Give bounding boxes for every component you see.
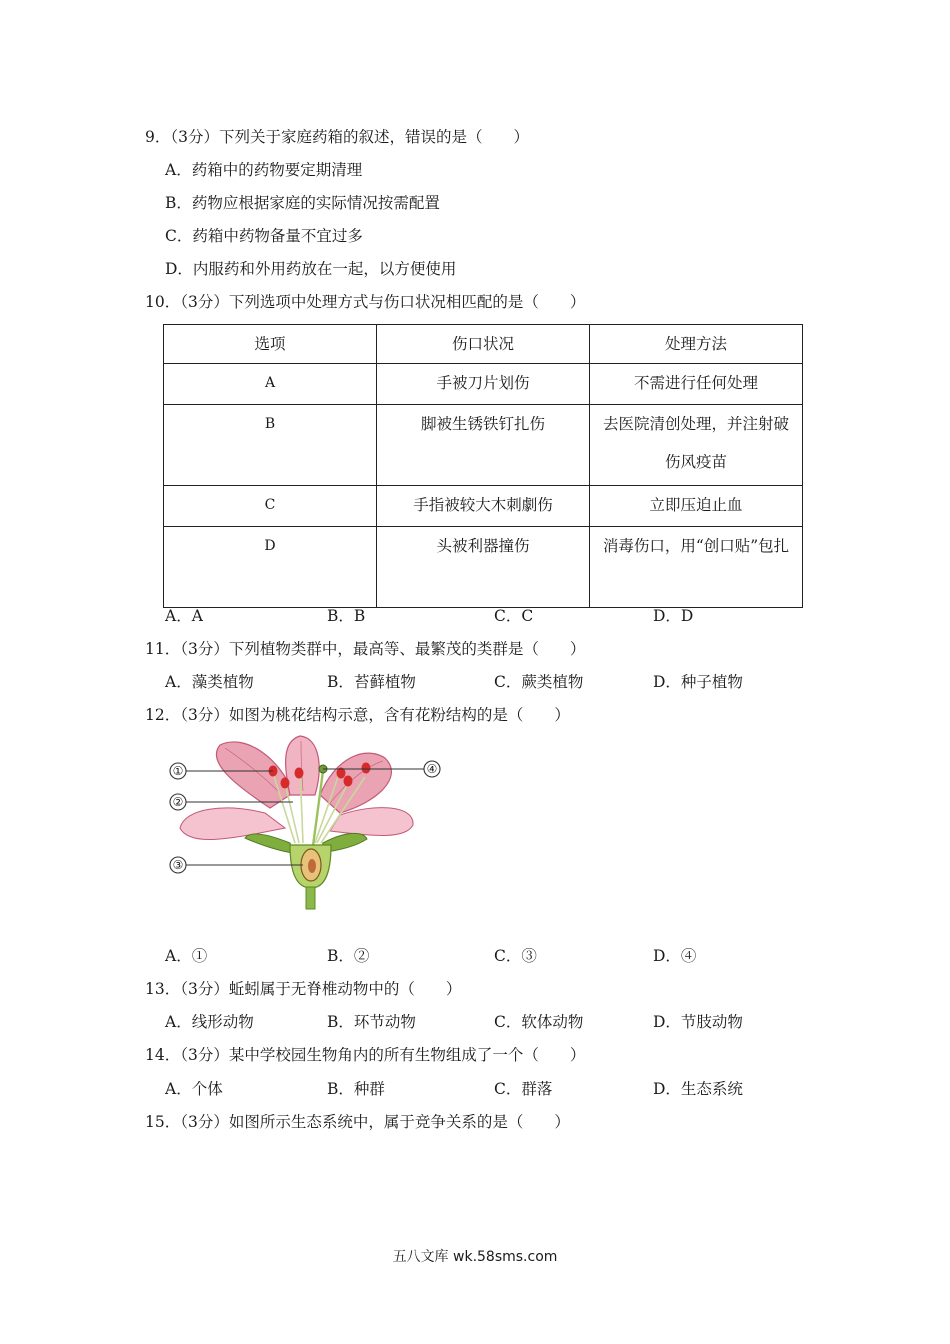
q11-option-d: D．种子植物 <box>653 673 743 691</box>
q11-option-b: B．苔藓植物 <box>327 673 416 691</box>
figure-label-2: ② <box>172 795 184 809</box>
table-header-cell: 选项 <box>164 325 377 364</box>
q14-option-b: B．种群 <box>327 1080 385 1098</box>
table-cell: 手被刀片划伤 <box>377 364 590 405</box>
table-header-cell: 处理方法 <box>590 325 803 364</box>
q13-option-b: B．环节动物 <box>327 1013 416 1031</box>
q10-option-a: A．A <box>165 607 203 625</box>
wound-table <box>163 324 803 608</box>
q9-option-d: D．内服药和外用药放在一起，以方便使用 <box>165 260 457 278</box>
q14-option-c: C．群落 <box>494 1080 553 1098</box>
page-footer: 五八文库 wk.58sms.com <box>392 1249 558 1265</box>
peach-flower-diagram <box>165 733 445 913</box>
table-cell: A <box>164 364 377 405</box>
table-cell: B <box>164 405 377 486</box>
q12-option-b: B．② <box>327 947 370 965</box>
q10-option-c: C．C <box>494 607 534 625</box>
q11-option-a: A．藻类植物 <box>165 673 254 691</box>
table-cell: 消毒伤口，用“创口贴”包扎 <box>590 527 803 608</box>
q10-stem: 10．（3分）下列选项中处理方式与伤口状况相匹配的是（ ） <box>145 293 586 311</box>
q10-option-d: D．D <box>653 607 694 625</box>
table-row <box>164 527 803 608</box>
table-cell: D <box>164 527 377 608</box>
table-cell: C <box>164 486 377 527</box>
table-row <box>164 486 803 527</box>
q13-option-a: A．线形动物 <box>165 1013 254 1031</box>
q9-option-c: C．药箱中药物备量不宜过多 <box>165 227 363 245</box>
q9-option-a: A．药箱中的药物要定期清理 <box>165 161 363 179</box>
q14-option-a: A．个体 <box>165 1080 223 1098</box>
figure-label-4: ④ <box>426 762 438 776</box>
q13-stem: 13．（3分）蚯蚓属于无脊椎动物中的（ ） <box>145 980 462 998</box>
q13-option-c: C．软体动物 <box>494 1013 584 1031</box>
table-header-row <box>164 325 803 364</box>
q9-option-b: B．药物应根据家庭的实际情况按需配置 <box>165 194 440 212</box>
table-cell: 手指被较大木刺劇伤 <box>377 486 590 527</box>
q12-option-a: A．① <box>165 947 208 965</box>
table-cell: 立即压迫止血 <box>590 486 803 527</box>
q12-option-c: C．③ <box>494 947 537 965</box>
q9-stem: 9．（3分）下列关于家庭药箱的叙述，错误的是（ ） <box>145 128 529 146</box>
figure-label-3: ③ <box>172 858 184 872</box>
table-cell: 头被利器撞伤 <box>377 527 590 608</box>
table-row <box>164 405 803 486</box>
q12-option-d: D．④ <box>653 947 697 965</box>
q11-stem: 11．（3分）下列植物类群中，最高等、最繁茂的类群是（ ） <box>145 640 586 658</box>
table-cell: 不需进行任何处理 <box>590 364 803 405</box>
q13-option-d: D．节肢动物 <box>653 1013 743 1031</box>
q14-option-d: D．生态系统 <box>653 1080 743 1098</box>
table-cell: 脚被生锈铁钉扎伤 <box>377 405 590 486</box>
figure-label-1: ① <box>172 764 184 778</box>
q15-stem: 15．（3分）如图所示生态系统中，属于竞争关系的是（ ） <box>145 1113 570 1131</box>
q12-stem: 12．（3分）如图为桃花结构示意，含有花粉结构的是（ ） <box>145 706 570 724</box>
q10-option-b: B．B <box>327 607 366 625</box>
q14-stem: 14．（3分）某中学校园生物角内的所有生物组成了一个（ ） <box>145 1046 586 1064</box>
table-row <box>164 364 803 405</box>
table-cell: 去医院清创处理，并注射破伤风疫苗 <box>590 405 803 486</box>
q11-option-c: C．蕨类植物 <box>494 673 584 691</box>
table-header-cell: 伤口状况 <box>377 325 590 364</box>
